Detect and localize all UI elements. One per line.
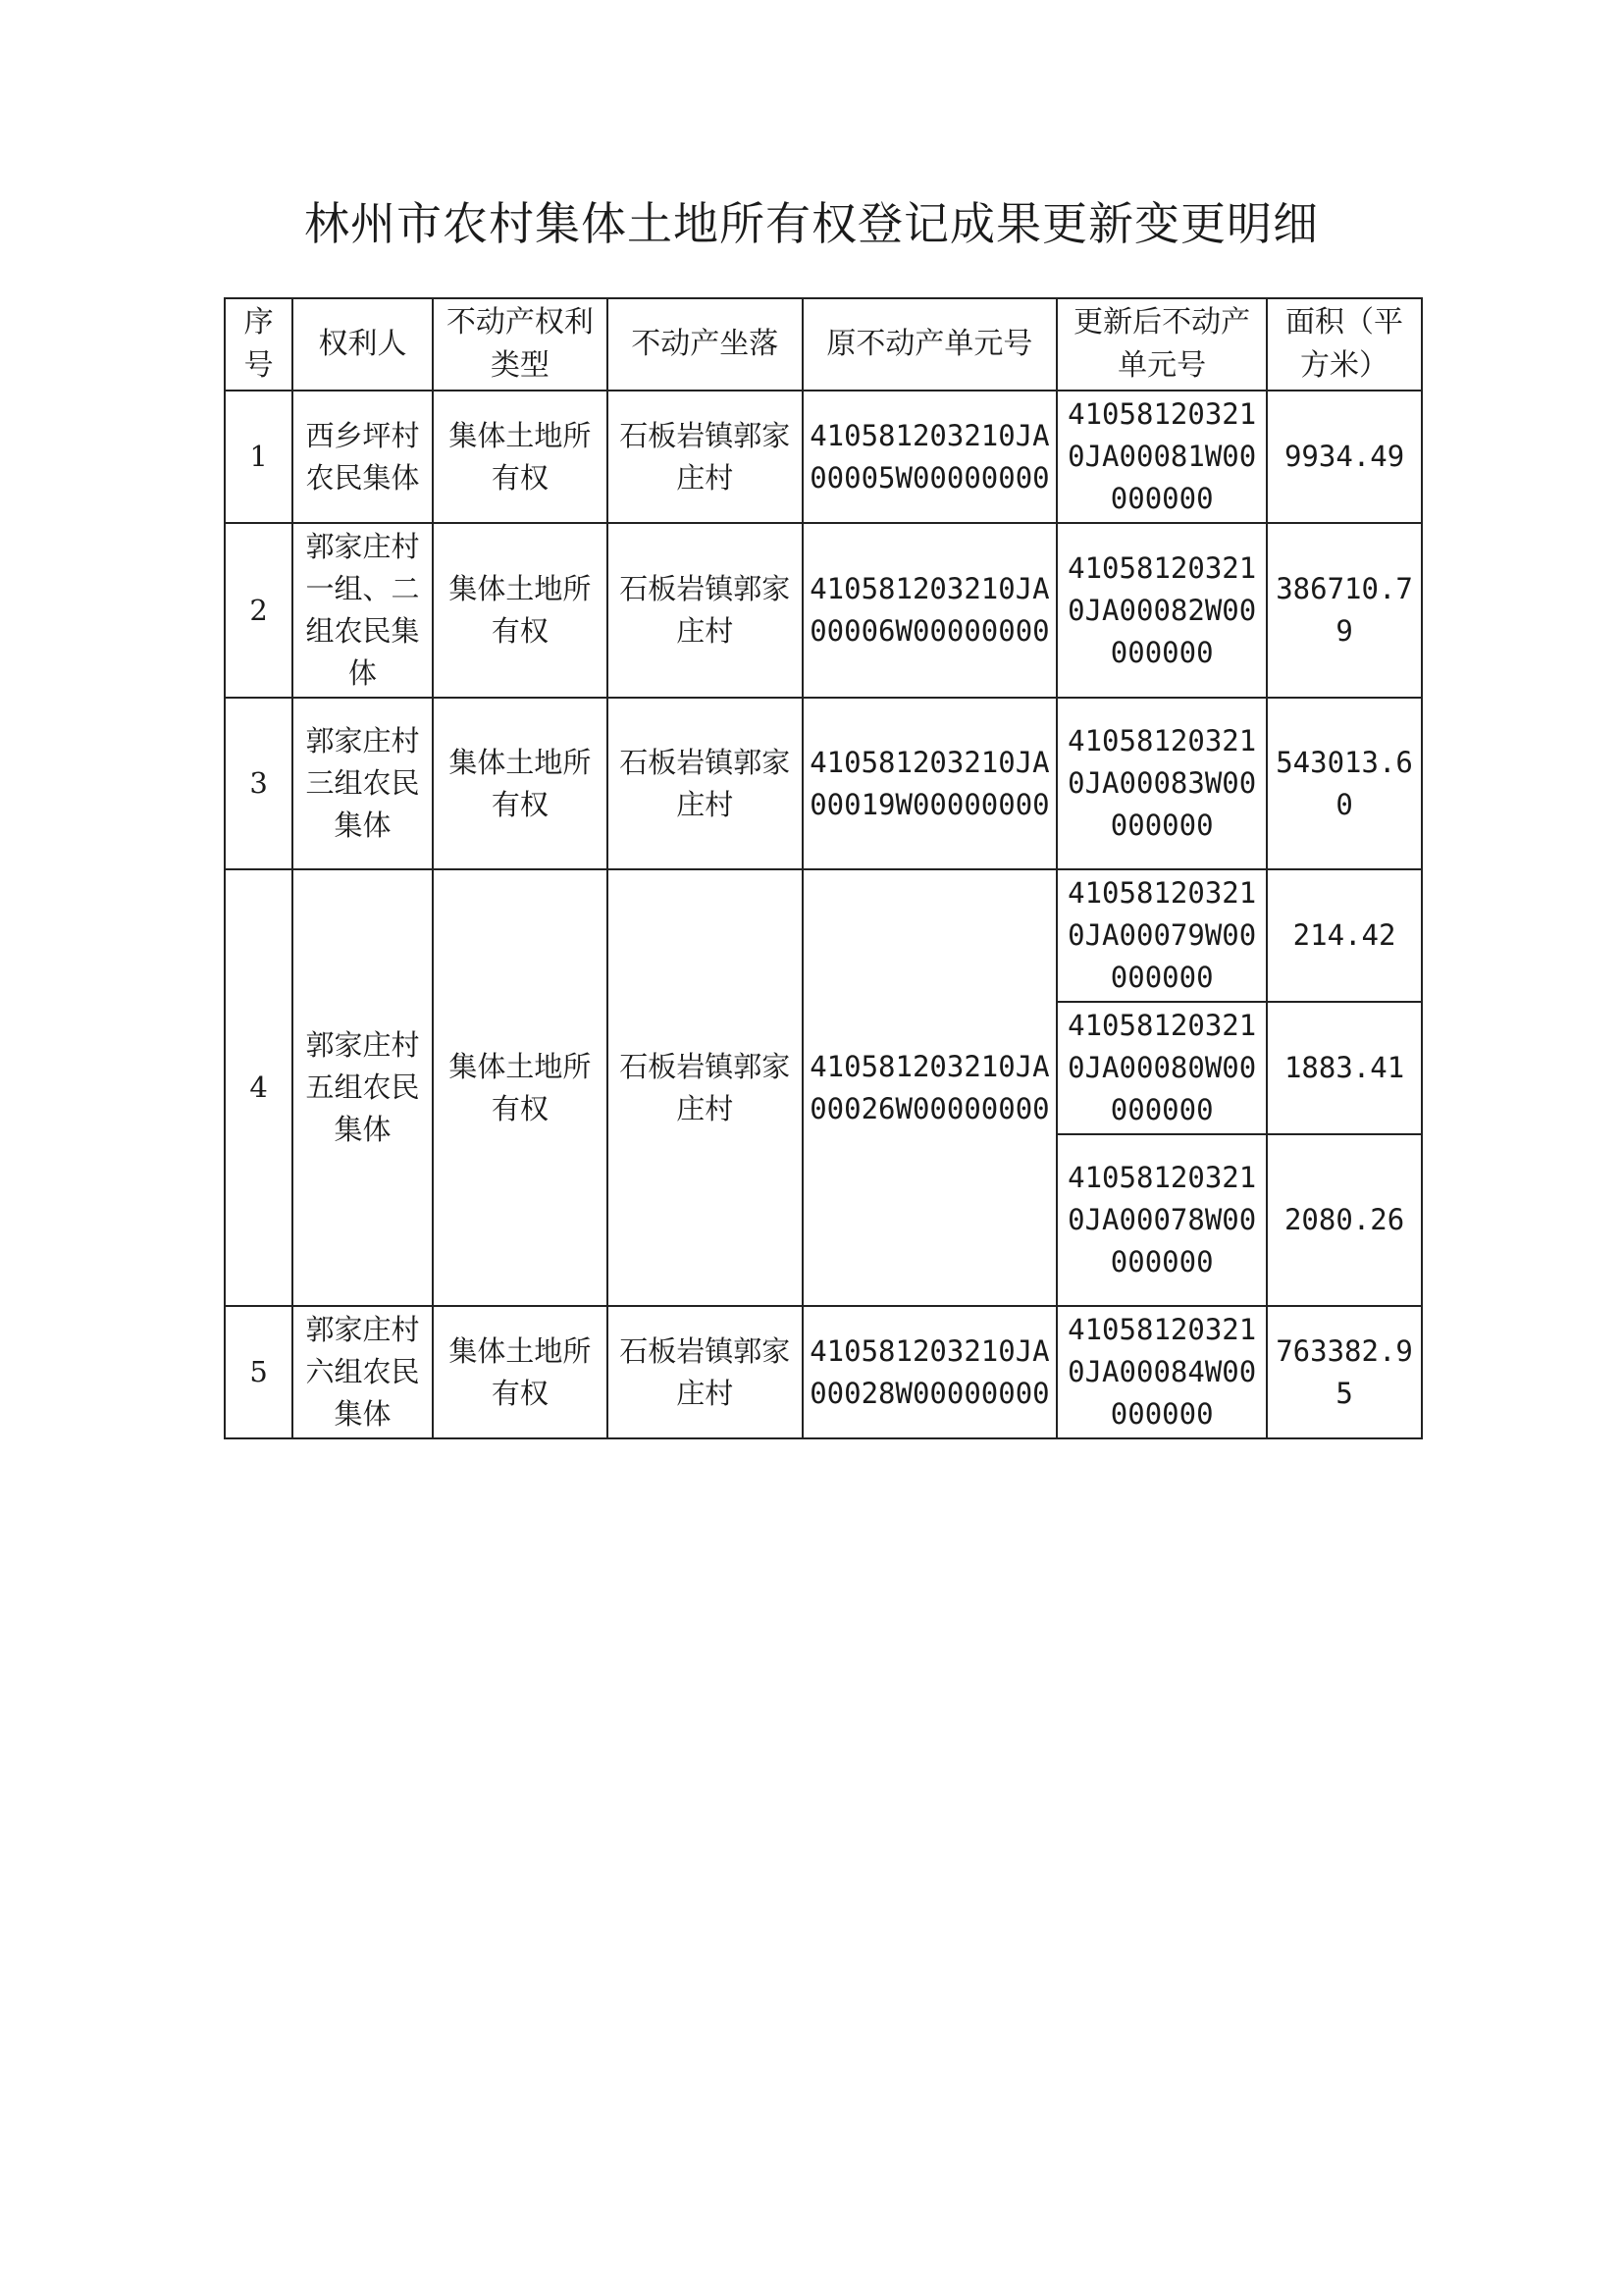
table-row (225, 1306, 1422, 1438)
cell-new-unit: 410581203210JA00084W00000000 (1057, 1306, 1267, 1438)
header-location: 不动产坐落 (607, 298, 803, 391)
cell-orig-unit: 410581203210JA00028W00000000 (803, 1306, 1058, 1438)
header-orig-unit: 原不动产单元号 (803, 298, 1058, 391)
cell-right-type: 集体土地所有权 (433, 869, 607, 1306)
cell-location: 石板岩镇郭家庄村 (607, 1306, 803, 1438)
cell-seq: 1 (225, 391, 292, 523)
table-row (225, 869, 1422, 1002)
cell-area: 2080.26 (1267, 1134, 1422, 1306)
cell-right-type: 集体土地所有权 (433, 391, 607, 523)
cell-new-unit: 410581203210JA00078W00000000 (1057, 1134, 1267, 1306)
header-new-unit: 更新后不动产单元号 (1057, 298, 1267, 391)
cell-right-type: 集体土地所有权 (433, 698, 607, 869)
cell-location: 石板岩镇郭家庄村 (607, 523, 803, 698)
cell-location: 石板岩镇郭家庄村 (607, 698, 803, 869)
cell-right-type: 集体土地所有权 (433, 1306, 607, 1438)
table-row (225, 698, 1422, 869)
cell-new-unit: 410581203210JA00081W00000000 (1057, 391, 1267, 523)
cell-owner: 郭家庄村一组、二组农民集体 (292, 523, 433, 698)
cell-new-unit: 410581203210JA00082W00000000 (1057, 523, 1267, 698)
header-seq: 序号 (225, 298, 292, 391)
cell-orig-unit: 410581203210JA00026W00000000 (803, 869, 1058, 1306)
cell-area: 763382.95 (1267, 1306, 1422, 1438)
cell-new-unit: 410581203210JA00080W00000000 (1057, 1002, 1267, 1134)
cell-area: 214.42 (1267, 869, 1422, 1002)
table-row (225, 391, 1422, 523)
cell-owner: 郭家庄村六组农民集体 (292, 1306, 433, 1438)
page-title: 林州市农村集体土地所有权登记成果更新变更明细 (304, 197, 1319, 250)
cell-area: 543013.60 (1267, 698, 1422, 869)
cell-right-type: 集体土地所有权 (433, 523, 607, 698)
cell-new-unit: 410581203210JA00083W00000000 (1057, 698, 1267, 869)
cell-area: 1883.41 (1267, 1002, 1422, 1134)
cell-owner: 西乡坪村农民集体 (292, 391, 433, 523)
cell-new-unit: 410581203210JA00079W00000000 (1057, 869, 1267, 1002)
header-owner: 权利人 (292, 298, 433, 391)
registration-table (224, 297, 1423, 1439)
cell-seq: 4 (225, 869, 292, 1306)
table-row (225, 523, 1422, 698)
cell-orig-unit: 410581203210JA00005W00000000 (803, 391, 1058, 523)
cell-owner: 郭家庄村三组农民集体 (292, 698, 433, 869)
cell-owner: 郭家庄村五组农民集体 (292, 869, 433, 1306)
cell-location: 石板岩镇郭家庄村 (607, 869, 803, 1306)
header-area: 面积（平方米） (1267, 298, 1422, 391)
cell-seq: 2 (225, 523, 292, 698)
cell-orig-unit: 410581203210JA00006W00000000 (803, 523, 1058, 698)
cell-seq: 3 (225, 698, 292, 869)
table-header-row (225, 298, 1422, 391)
cell-seq: 5 (225, 1306, 292, 1438)
header-right-type: 不动产权利类型 (433, 298, 607, 391)
cell-area: 386710.79 (1267, 523, 1422, 698)
table-body (225, 391, 1422, 1438)
cell-orig-unit: 410581203210JA00019W00000000 (803, 698, 1058, 869)
cell-area: 9934.49 (1267, 391, 1422, 523)
cell-location: 石板岩镇郭家庄村 (607, 391, 803, 523)
